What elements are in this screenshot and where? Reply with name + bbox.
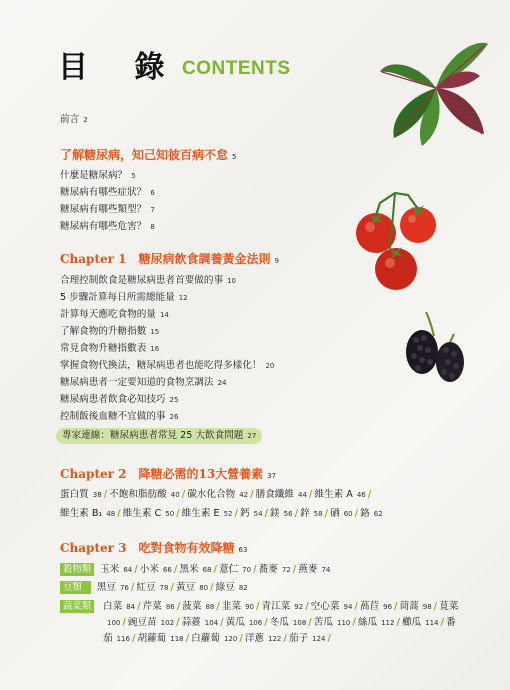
toc-entry[interactable]: 鋅 58	[300, 508, 323, 519]
chapter-heading-1[interactable]: Chapter 1 糖尿病飲食調養黃金法則 9	[60, 252, 279, 266]
toc-entry[interactable]: 硒 60	[330, 508, 353, 519]
toc-entry[interactable]: 青江菜 92	[261, 601, 304, 612]
toc-entry[interactable]: 紅豆 78	[136, 582, 169, 593]
beans-row: 豆類 黑豆 76 / 紅豆 78 / 黃豆 80 / 綠豆 82	[60, 581, 248, 595]
toc-entry[interactable]: 櫛瓜 114	[401, 617, 439, 628]
toc-entry[interactable]: 黑米 68	[179, 564, 212, 575]
toc-entry[interactable]: 膳食纖維 44	[255, 489, 307, 500]
toc-entry[interactable]: 冬瓜 108	[269, 617, 307, 628]
toc-entry[interactable]: 蛋白質 38	[60, 489, 102, 500]
toc-entry[interactable]: 不飽和脂肪酸 40	[109, 489, 180, 500]
toc-entry[interactable]: 蕎麥 72	[258, 564, 291, 575]
toc-entry[interactable]: 白菜 84	[103, 601, 136, 612]
toc-entry[interactable]: 鉻 62	[360, 508, 383, 519]
nutrient-row-2: 維生素 B₁ 48 / 維生素 C 50 / 維生素 E 52 / 鈣 54 / 鎂 56 / 鋅 58 / 硒 60 / 鉻 62	[60, 508, 383, 519]
toc-entry[interactable]: 什麼是糖尿病？ 5	[60, 170, 136, 181]
toc-entry[interactable]: 胡蘿蔔 118	[137, 633, 184, 644]
toc-entry[interactable]: 苦瓜 110	[313, 617, 351, 628]
toc-entry[interactable]: 糖尿病有哪些症狀？ 6	[60, 187, 155, 198]
toc-entry[interactable]: 綠豆 82	[215, 582, 248, 593]
toc-entry[interactable]: 玉米 64	[100, 564, 133, 575]
toc-entry[interactable]: 蒜薹 104	[181, 617, 219, 628]
toc-entry[interactable]: 燕麥 74	[298, 564, 331, 575]
toc-entry[interactable]: 黃瓜 106	[225, 617, 263, 628]
toc-entry[interactable]: 鎂 56	[270, 508, 293, 519]
tomatoes-image	[350, 185, 445, 295]
toc-entry[interactable]: 維生素 A 46	[314, 489, 366, 500]
toc-entry[interactable]: 萵苣 96	[359, 601, 393, 612]
toc-entry[interactable]: 薏仁 70	[219, 564, 252, 575]
spinach-leaves-image	[376, 30, 494, 148]
contents-heading: CONTENTS	[182, 58, 291, 79]
toc-entry[interactable]: 鈣 54	[240, 508, 263, 519]
toc-entry[interactable]: 絲瓜 112	[357, 617, 395, 628]
toc-entry[interactable]: 茄子 124	[288, 633, 326, 644]
grains-row: 穀物類 玉米 64 / 小米 66 / 黑米 68 / 薏仁 70 / 蕎麥 72 / 燕麥 74	[60, 563, 330, 577]
category-tag-grains: 穀物類	[60, 563, 94, 576]
toc-entry[interactable]: 5 步驟計算每日所需總能量 12	[60, 292, 188, 303]
toc-entry[interactable]: 芹菜 86	[142, 601, 175, 612]
toc-entry[interactable]: 白蘿蔔 120	[191, 633, 238, 644]
category-tag-vegetables: 蔬菜類	[60, 600, 94, 613]
toc-entry[interactable]: 糖尿病有哪些危害？ 8	[60, 221, 155, 232]
toc-entry[interactable]: 韭菜 90	[221, 601, 254, 612]
toc-entry[interactable]: 維生素 C 50	[122, 508, 175, 519]
toc-entry[interactable]: 合理控制飲食是糖尿病患者首要做的事 10	[60, 275, 237, 286]
toc-entry[interactable]: 洋蔥 122	[244, 633, 282, 644]
expert-callout[interactable]: 專家連線：糖尿病患者常見 25 大飲食問題 27	[56, 428, 262, 444]
toc-entry[interactable]: 小米 66	[139, 564, 172, 575]
toc-entry[interactable]: 菠菜 88	[182, 601, 215, 612]
nutrient-row-1: 蛋白質 38 / 不飽和脂肪酸 40 / 碳水化合物 42 / 膳食纖維 44 / 維生素 A 46 /	[60, 489, 372, 500]
toc-entry[interactable]: 番茄 116	[103, 617, 456, 644]
toc-entry[interactable]: 茼蒿 98	[399, 601, 432, 612]
toc-entry[interactable]: 計算每天應吃食物的量 14	[60, 309, 169, 320]
toc-entry-preface[interactable]: 前言 2	[60, 114, 88, 125]
toc-entry[interactable]: 空心菜 94	[310, 601, 353, 612]
mulberries-image	[392, 308, 477, 393]
toc-entry[interactable]: 黑豆 76	[96, 582, 129, 593]
toc-entry[interactable]: 維生素 B₁ 48	[60, 508, 116, 519]
toc-entry[interactable]: 糖尿病患者一定要知道的食物烹調法 24	[60, 377, 227, 388]
category-tag-beans: 豆類	[60, 581, 91, 594]
chapter-heading-2[interactable]: Chapter 2 降糖必需的13大營養素 37	[60, 467, 277, 481]
toc-entry[interactable]: 糖尿病患者飲食必知技巧 25	[60, 394, 179, 405]
toc-entry[interactable]: 掌握食物代換法，糖尿病患者也能吃得多樣化！ 20	[60, 360, 275, 371]
section-heading-1[interactable]: 了解糖尿病，知己知彼百病不怠 5	[60, 148, 237, 162]
chapter-heading-3[interactable]: Chapter 3 吃對食物有效降糖 63	[60, 541, 248, 555]
toc-entry[interactable]: 碳水化合物 42	[187, 489, 249, 500]
toc-entry[interactable]: 常見食物升糖指數表 16	[60, 343, 160, 354]
vegetables-block: 蔬菜類 白菜 84 / 芹菜 86 / 菠菜 88 / 韭菜 90 / 青江菜 92 / 空心菜 94 / 萵苣 96 / 茼蒿 98 / 莧菜100 / 豌豆苗 102 / 蒜薹 104 / 黃瓜 106 / 冬瓜 108 / 苦瓜 110 / 絲瓜 112 / 櫛瓜 114 / 番茄 116 / 胡蘿蔔 118 / 白蘿蔔 120 / 洋蔥 122 / 茄子 124 /	[60, 599, 465, 647]
toc-entry[interactable]: 莧菜100	[107, 601, 459, 627]
toc-entry[interactable]: 控制飯後血糖不宜做的事 26	[60, 411, 179, 422]
toc-entry[interactable]: 了解食物的升糖指數 15	[60, 326, 160, 337]
toc-entry[interactable]: 糖尿病有哪些類型？ 7	[60, 204, 155, 215]
page-title: 目 錄	[58, 50, 183, 85]
toc-entry[interactable]: 維生素 E 52	[181, 508, 233, 519]
toc-entry[interactable]: 黃豆 80	[176, 582, 209, 593]
toc-entry[interactable]: 豌豆苗 102	[127, 617, 175, 628]
